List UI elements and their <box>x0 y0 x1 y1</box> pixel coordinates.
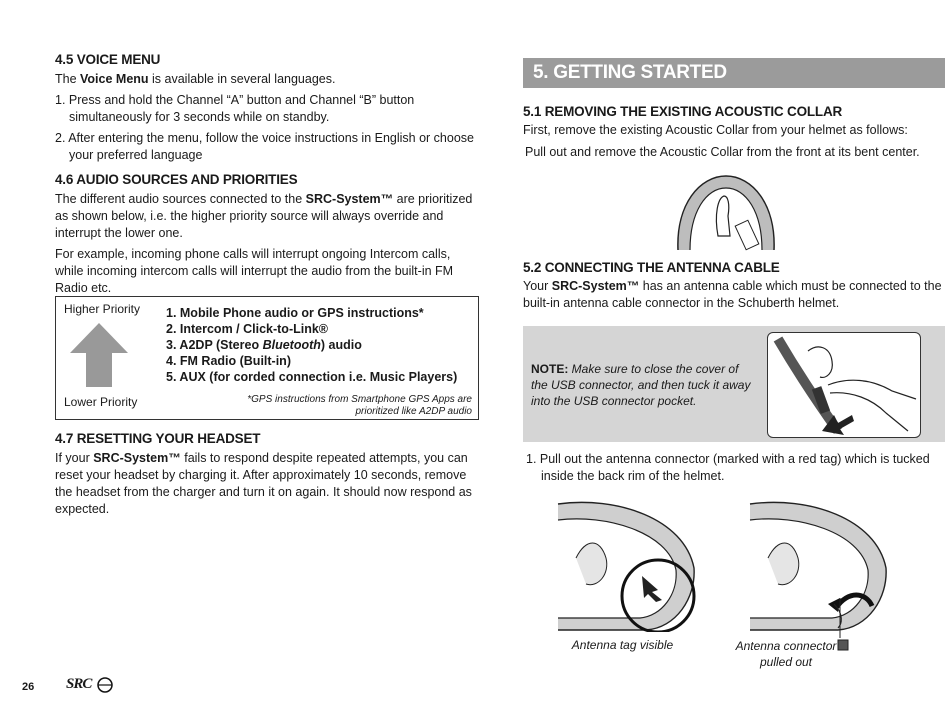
voice-menu-step-1: 1. Press and hold the Channel “A” button and Channel “B” button simultaneously for 3 seconds while on standby. <box>55 93 415 124</box>
priority-list <box>166 305 457 385</box>
arrow-up-icon <box>70 323 128 387</box>
usb-cover-illustration <box>768 333 920 437</box>
collar-para-2: Pull out and remove the Acoustic Collar from the front at its bent center. <box>525 145 920 159</box>
section-heading-resetting: 4.7 RESETTING YOUR HEADSET <box>55 431 261 446</box>
antenna-section <box>523 260 945 312</box>
priority-item-4: 4. FM Radio (Built-in) <box>166 354 291 368</box>
reset-paragraph: If your SRC-System™ fails to respond despite repeated attempts, you can reset your headset by charging it. After approximately 10 seconds, remove the headset from the charger and turn it on again. It should now respond as expected. <box>55 451 472 516</box>
antenna-step-1: 1. Pull out the antenna connector (marked with a red tag) which is tucked inside the back rim of the helmet. <box>526 452 930 483</box>
higher-priority-label: Higher Priority <box>64 302 141 316</box>
src-logo: SRC <box>66 676 122 698</box>
priority-footnote: *GPS instructions from Smartphone GPS Apps are prioritized like A2DP audio <box>247 394 472 417</box>
collar-section <box>523 104 945 161</box>
priority-box <box>55 296 479 420</box>
helmet-antenna-tag-illustration <box>556 498 696 632</box>
priority-item-2: 2. Intercom / Click-to-Link® <box>166 322 329 336</box>
antenna-paragraph: Your SRC-System™ has an antenna cable which must be connected to the built-in antenna cable connector in the Schuberth helmet. <box>523 279 942 310</box>
usb-illustration <box>767 332 921 438</box>
collar-para-1: First, remove the existing Acoustic Collar from your helmet as follows: <box>523 123 908 137</box>
lower-priority-label: Lower Priority <box>64 395 138 409</box>
reset-section <box>55 431 480 518</box>
left-column <box>55 52 480 297</box>
priority-item-5: 5. AUX (for corded connection i.e. Music Players) <box>166 370 458 384</box>
helmet-collar-illustration <box>672 174 780 252</box>
chapter-banner: 5. GETTING STARTED <box>523 58 945 88</box>
audio-sources-para-1: The different audio sources connected to the SRC-System™ are prioritized as shown below, i.e. the higher priority source will always override and interrupt the lower one. <box>55 192 473 240</box>
priority-item-3: 3. A2DP (Stereo Bluetooth) audio <box>166 338 362 352</box>
caption-connector-pulled: Antenna connector pulled out <box>735 639 837 669</box>
note-text: NOTE: Make sure to close the cover of the USB connector, and then tuck it away into the USB connector pocket. <box>531 362 751 408</box>
voice-menu-step-2: 2. After entering the menu, follow the voice instructions in English or choose your preferred language <box>55 131 474 162</box>
priority-item-1: 1. Mobile Phone audio or GPS instructions* <box>166 306 424 320</box>
src-logo-icon <box>96 676 114 694</box>
helmet-connector-pulled-illustration <box>748 498 944 654</box>
page-number: 26 <box>22 681 35 693</box>
section-heading-audio-sources: 4.6 AUDIO SOURCES AND PRIORITIES <box>55 172 298 187</box>
note-panel <box>523 326 945 442</box>
section-heading-antenna: 5.2 CONNECTING THE ANTENNA CABLE <box>523 260 780 275</box>
caption-antenna-tag: Antenna tag visible <box>571 638 674 652</box>
section-heading-acoustic-collar: 5.1 REMOVING THE EXISTING ACOUSTIC COLLAR <box>523 104 843 119</box>
audio-sources-para-2: For example, incoming phone calls will interrupt ongoing Intercom calls, while incoming intercom calls will interrupt the audio from the built-in FM Radio etc. <box>55 247 454 295</box>
section-heading-voice-menu: 4.5 VOICE MENU <box>55 52 161 67</box>
voice-menu-intro: The Voice Menu is available in several languages. <box>55 72 336 86</box>
